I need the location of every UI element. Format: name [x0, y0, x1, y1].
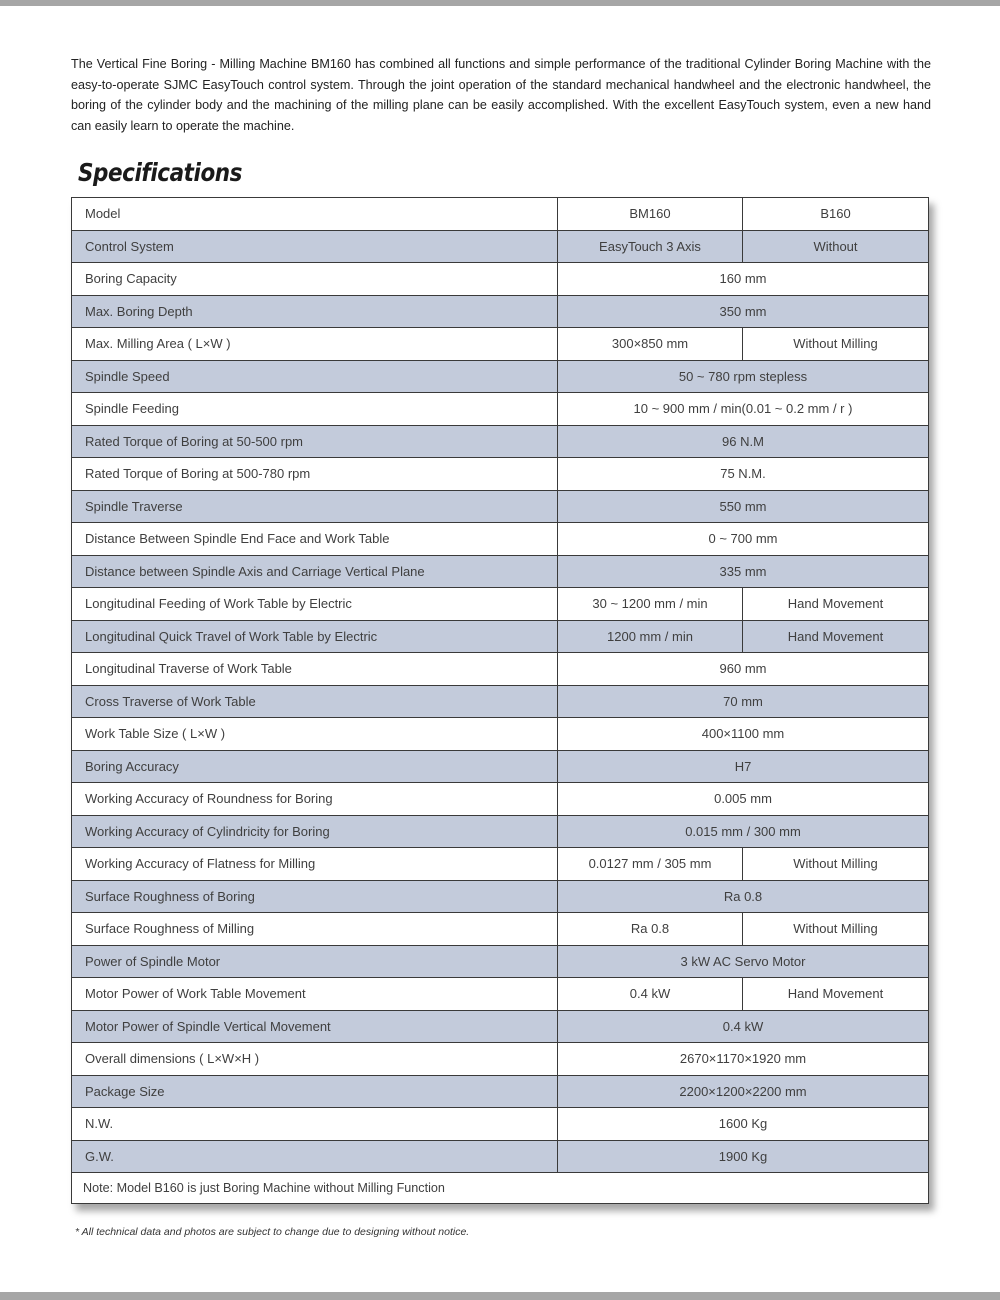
spec-value: 96 N.M: [558, 425, 929, 458]
spec-value: 400×1100 mm: [558, 718, 929, 751]
spec-label: Surface Roughness of Milling: [72, 913, 558, 946]
table-row: [72, 1140, 929, 1173]
spec-label: Rated Torque of Boring at 50-500 rpm: [72, 425, 558, 458]
spec-value: 70 mm: [558, 685, 929, 718]
spec-value-bm160: 300×850 mm: [558, 328, 743, 361]
bottom-border-bar: [0, 1292, 1000, 1300]
table-row: [72, 978, 929, 1011]
specifications-table: [71, 197, 929, 1204]
table-note: Note: Model B160 is just Boring Machine without Milling Function: [72, 1173, 929, 1204]
spec-label: Longitudinal Traverse of Work Table: [72, 653, 558, 686]
intro-paragraph: The Vertical Fine Boring - Milling Machine BM160 has combined all functions and simple performance of the traditional Cylinder Boring Machine with the easy-to-operate SJMC EasyTouch control system. Through the joint operation of the standard mechanical handwheel and the electronic handwheel, the boring of the cylinder body and the machining of the milling plane can be easily accomplished. With the excellent EasyTouch system, even a new hand can easily learn to operate the machine.: [71, 57, 931, 133]
spec-label: Model: [72, 198, 558, 231]
table-row: [72, 1075, 929, 1108]
spec-value-b160: B160: [743, 198, 929, 231]
spec-label: Spindle Speed: [72, 360, 558, 393]
spec-value-b160: Without Milling: [743, 913, 929, 946]
table-row: [72, 1043, 929, 1076]
spec-label: Boring Capacity: [72, 263, 558, 296]
table-row: [72, 1010, 929, 1043]
table-row: [72, 783, 929, 816]
table-row: [72, 588, 929, 621]
spec-label: Power of Spindle Motor: [72, 945, 558, 978]
spec-label: Spindle Traverse: [72, 490, 558, 523]
spec-value: 0.4 kW: [558, 1010, 929, 1043]
spec-value: 550 mm: [558, 490, 929, 523]
spec-value: H7: [558, 750, 929, 783]
specifications-table-body: [72, 198, 929, 1204]
spec-label: Max. Boring Depth: [72, 295, 558, 328]
spec-label: Motor Power of Work Table Movement: [72, 978, 558, 1011]
table-row: [72, 815, 929, 848]
spec-value: 1900 Kg: [558, 1140, 929, 1173]
table-row: [72, 360, 929, 393]
spec-value-bm160: 1200 mm / min: [558, 620, 743, 653]
table-row: [72, 393, 929, 426]
spec-value: Ra 0.8: [558, 880, 929, 913]
spec-value: 335 mm: [558, 555, 929, 588]
spec-label: Motor Power of Spindle Vertical Movement: [72, 1010, 558, 1043]
spec-value: 75 N.M.: [558, 458, 929, 491]
table-row: [72, 263, 929, 296]
table-row: [72, 198, 929, 231]
spec-value: 0 ~ 700 mm: [558, 523, 929, 556]
table-row: [72, 328, 929, 361]
spec-value: 0.015 mm / 300 mm: [558, 815, 929, 848]
spec-label: Control System: [72, 230, 558, 263]
spec-label: Longitudinal Feeding of Work Table by Electric: [72, 588, 558, 621]
spec-label: N.W.: [72, 1108, 558, 1141]
spec-value-bm160: BM160: [558, 198, 743, 231]
spec-value-b160: Hand Movement: [743, 588, 929, 621]
spec-label: Distance between Spindle Axis and Carriage Vertical Plane: [72, 555, 558, 588]
spec-value: 350 mm: [558, 295, 929, 328]
spec-label: Working Accuracy of Roundness for Boring: [72, 783, 558, 816]
spec-label: Spindle Feeding: [72, 393, 558, 426]
table-row: [72, 880, 929, 913]
spec-label: Package Size: [72, 1075, 558, 1108]
note-row: [72, 1173, 929, 1204]
spec-value: 2200×1200×2200 mm: [558, 1075, 929, 1108]
spec-label: Working Accuracy of Flatness for Milling: [72, 848, 558, 881]
spec-value-b160: Without: [743, 230, 929, 263]
table-row: [72, 945, 929, 978]
disclaimer-text: * All technical data and photos are subject to change due to designing without notice.: [75, 1226, 470, 1238]
spec-label: Distance Between Spindle End Face and Work Table: [72, 523, 558, 556]
spec-label: G.W.: [72, 1140, 558, 1173]
top-border-bar: [0, 0, 1000, 6]
spec-value: 50 ~ 780 rpm stepless: [558, 360, 929, 393]
spec-label: Surface Roughness of Boring: [72, 880, 558, 913]
spec-value-bm160: 0.0127 mm / 305 mm: [558, 848, 743, 881]
table-row: [72, 458, 929, 491]
table-row: [72, 620, 929, 653]
table-row: [72, 555, 929, 588]
spec-label: Max. Milling Area ( L×W ): [72, 328, 558, 361]
spec-value: 1600 Kg: [558, 1108, 929, 1141]
spec-value: 2670×1170×1920 mm: [558, 1043, 929, 1076]
table-row: [72, 490, 929, 523]
table-row: [72, 913, 929, 946]
spec-label: Working Accuracy of Cylindricity for Boring: [72, 815, 558, 848]
spec-value-bm160: 0.4 kW: [558, 978, 743, 1011]
spec-label: Boring Accuracy: [72, 750, 558, 783]
spec-value-bm160: 30 ~ 1200 mm / min: [558, 588, 743, 621]
table-row: [72, 230, 929, 263]
specifications-heading: Specifications: [78, 158, 243, 187]
spec-value: 960 mm: [558, 653, 929, 686]
spec-value-bm160: Ra 0.8: [558, 913, 743, 946]
table-row: [72, 425, 929, 458]
table-row: [72, 848, 929, 881]
spec-value-b160: Without Milling: [743, 848, 929, 881]
spec-label: Work Table Size ( L×W ): [72, 718, 558, 751]
spec-label: Overall dimensions ( L×W×H ): [72, 1043, 558, 1076]
spec-label: Rated Torque of Boring at 500-780 rpm: [72, 458, 558, 491]
spec-value: 3 kW AC Servo Motor: [558, 945, 929, 978]
spec-value: 0.005 mm: [558, 783, 929, 816]
spec-value: 160 mm: [558, 263, 929, 296]
spec-label: Cross Traverse of Work Table: [72, 685, 558, 718]
table-row: [72, 1108, 929, 1141]
table-row: [72, 685, 929, 718]
table-row: [72, 718, 929, 751]
table-row: [72, 750, 929, 783]
table-row: [72, 295, 929, 328]
spec-value: 10 ~ 900 mm / min(0.01 ~ 0.2 mm / r ): [558, 393, 929, 426]
table-row: [72, 653, 929, 686]
spec-value-b160: Hand Movement: [743, 978, 929, 1011]
spec-value-b160: Hand Movement: [743, 620, 929, 653]
spec-value-bm160: EasyTouch 3 Axis: [558, 230, 743, 263]
spec-label: Longitudinal Quick Travel of Work Table by Electric: [72, 620, 558, 653]
table-row: [72, 523, 929, 556]
spec-value-b160: Without Milling: [743, 328, 929, 361]
